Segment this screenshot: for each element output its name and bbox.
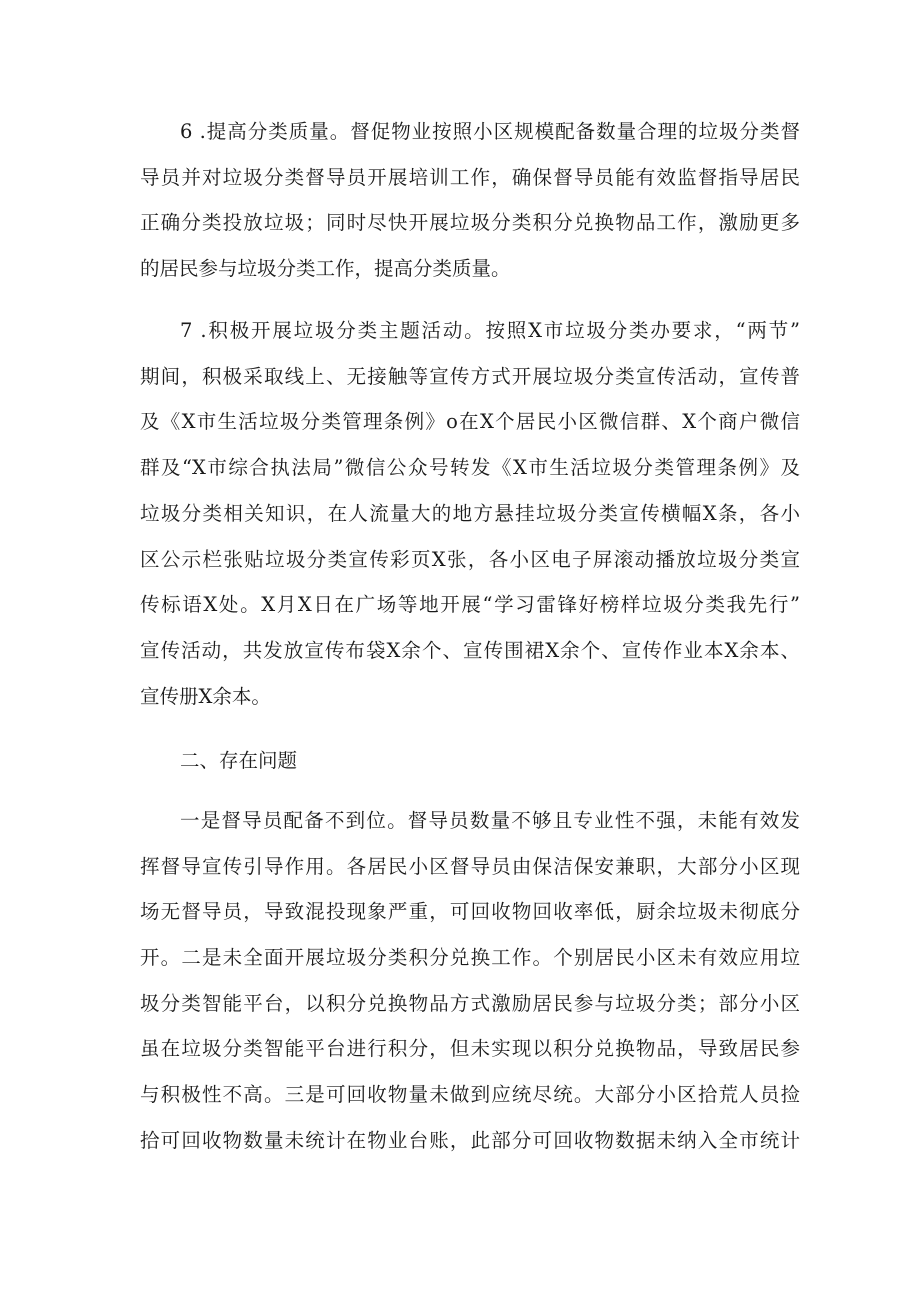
text-line: 的居民参与垃圾分类工作，提高分类质量。	[140, 257, 511, 280]
text-line: 及《X市生活垃圾分类管理条例》o在X个居民小区微信群、X个商户微信	[140, 410, 800, 433]
text-line: 正确分类投放垃圾；同时尽快开展垃圾分类积分兑换物品工作，激励更多	[140, 211, 800, 234]
text-line: 区公示栏张贴垃圾分类宣传彩页X张，各小区电子屏滚动播放垃圾分类宣	[140, 548, 800, 571]
text-line: 期间，积极采取线上、无接触等宣传方式开展垃圾分类宣传活动，宣传普	[140, 365, 800, 388]
text-line: 场无督导员，导致混投现象严重，可回收物回收率低，厨余垃圾未彻底分	[140, 900, 800, 923]
text-line: 7 .积极开展垃圾分类主题活动。按照X市垃圾分类办要求，“两节”	[180, 319, 800, 342]
text-line: 传标语X处。X月X日在广场等地开展“学习雷锋好榜样垃圾分类我先行”	[140, 593, 800, 616]
text-line: 导员并对垃圾分类督导员开展培训工作，确保督导员能有效监督指导居民	[140, 166, 800, 189]
text-line: 开。二是未全面开展垃圾分类积分兑换工作。个别居民小区未有效应用垃	[140, 946, 800, 969]
text-line: 一是督导员配备不到位。督导员数量不够且专业性不强，未能有效发	[180, 809, 800, 832]
text-line: 虽在垃圾分类智能平台进行积分，但未实现以积分兑换物品，导致居民参	[140, 1037, 800, 1060]
text-line: 与积极性不高。三是可回收物量未做到应统尽统。大部分小区拾荒人员捡	[140, 1083, 800, 1106]
text-line: 垃圾分类相关知识，在人流量大的地方悬挂垃圾分类宣传横幅X条，各小	[140, 502, 800, 525]
section-heading: 二、存在问题	[180, 749, 298, 772]
text-line: 宣传册X余本。	[140, 685, 271, 708]
text-line: 宣传活动，共发放宣传布袋X余个、宣传围裙X余个、宣传作业本X余本、	[140, 639, 800, 662]
text-line: 拾可回收物数量未统计在物业台账，此部分可回收物数据未纳入全市统计	[140, 1129, 800, 1152]
text-line: 挥督导宣传引导作用。各居民小区督导员由保洁保安兼职，大部分小区现	[140, 855, 800, 878]
text-line: 群及“X市综合执法局”微信公众号转发《X市生活垃圾分类管理条例》及	[140, 456, 800, 479]
text-line: 6 .提高分类质量。督促物业按照小区规模配备数量合理的垃圾分类督	[180, 120, 800, 143]
text-line: 圾分类智能平台，以积分兑换物品方式激励居民参与垃圾分类；部分小区	[140, 992, 800, 1015]
